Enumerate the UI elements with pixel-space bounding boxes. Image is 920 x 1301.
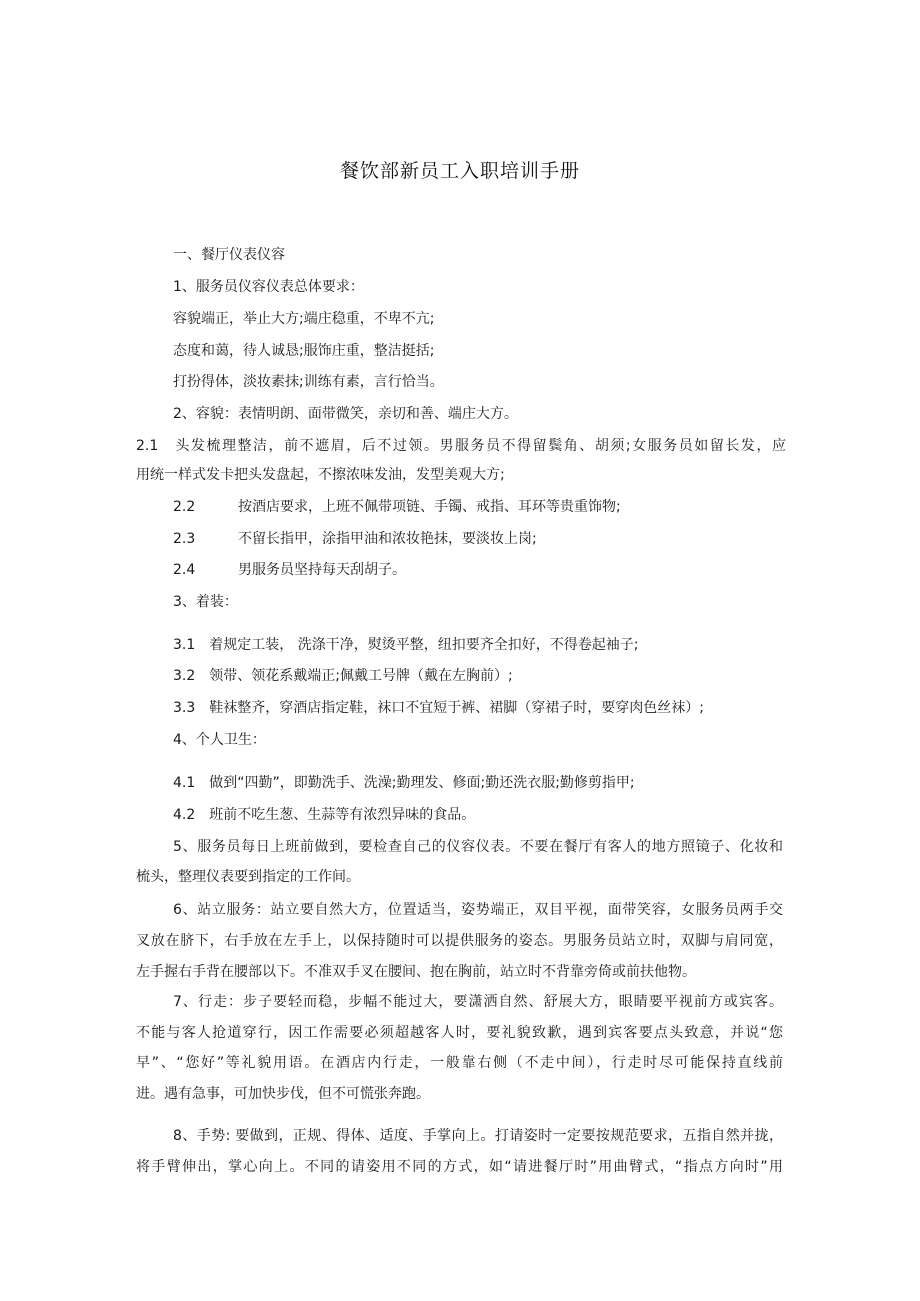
paragraph: 6、站立服务：站立要自然大方，位置适当，姿势端正，双目平视，面带笑容，女服务员两手交 (173, 902, 783, 918)
paragraph: 2.1 头发梳理整洁，前不遮眉，后不过领。男服务员不得留鬓角、胡须;女服务员如留长发，应 (136, 438, 786, 454)
paragraph: 8、手势: 要做到，正规、得体、适度、手掌向上。打请姿时一定要按规范要求，五指自然并拢， (173, 1128, 783, 1144)
list-item-number: 2.4 (173, 562, 196, 578)
paragraph: 叉放在脐下，右手放在左手上，以保持随时可以提供服务的姿态。男服务员站立时，双脚与肩同宽， (136, 933, 783, 949)
list-item-text: 不留长指甲，涂指甲油和浓妆艳抹，要淡妆上岗; (238, 531, 537, 547)
list-item-text: 男服务员坚持每天刮胡子。 (238, 562, 406, 578)
paragraph: 4.2 班前不吃生葱、生蒜等有浓烈异味的食品。 (173, 807, 476, 823)
document-title: 餐饮部新员工入职培训手册 (339, 160, 580, 182)
paragraph: 态度和蔼，待人诚恳;服饰庄重，整洁挺括; (173, 343, 435, 359)
paragraph: 将手臂伸出，掌心向上。不同的请姿用不同的方式，如“请进餐厅时”用曲臂式，“指点方向时”用 (136, 1159, 783, 1175)
list-item-number: 2.2 (173, 499, 196, 515)
paragraph: 早”、“您好”等礼貌用语。在酒店内行走，一般靠右侧（不走中间），行走时尽可能保持直线前 (136, 1055, 783, 1071)
list-item-number: 2.3 (173, 531, 196, 547)
paragraph: 3.1 着规定工装， 洗涤干净，熨烫平整，纽扣要齐全扣好，不得卷起袖子; (173, 637, 639, 653)
section-heading: 一、餐厅仪表仪容 (173, 247, 285, 263)
list-item-text: 按酒店要求，上班不佩带项链、手镯、戒指、耳环等贵重饰物; (238, 499, 621, 515)
paragraph: 3.3 鞋袜整齐，穿酒店指定鞋，袜口不宜短于裤、裙脚（穿裙子时，要穿肉色丝袜）; (173, 700, 704, 716)
paragraph: 4、个人卫生： (173, 732, 266, 748)
paragraph: 打扮得体，淡妆素抹;训练有素，言行恰当。 (173, 374, 444, 390)
paragraph: 1、服务员仪容仪表总体要求： (173, 279, 364, 295)
paragraph: 梳头，整理仪表要到指定的工作间。 (136, 869, 360, 885)
paragraph: 3、着装： (173, 594, 238, 610)
paragraph: 7、行走：步子要轻而稳，步幅不能过大，要潇洒自然、舒展大方，眼睛要平视前方或宾客。 (173, 994, 783, 1010)
paragraph: 2、容貌：表情明朗、面带微笑，亲切和善、端庄大方。 (173, 406, 518, 422)
paragraph: 4.1 做到“四勤”，即勤洗手、洗澡;勤理发、修面;勤还洗衣服;勤修剪指甲; (173, 775, 635, 791)
paragraph: 3.2 领带、领花系戴端正;佩戴工号牌（戴在左胸前）; (173, 668, 513, 684)
paragraph: 用统一样式发卡把头发盘起，不擦浓味发油，发型美观大方; (136, 467, 505, 483)
paragraph: 不能与客人抢道穿行，因工作需要必须超越客人时，要礼貌致歉，遇到宾客要点头致意，并说“您 (136, 1025, 783, 1041)
paragraph: 容貌端正，举止大方;端庄稳重，不卑不亢; (173, 311, 435, 327)
paragraph: 5、服务员每日上班前做到，要检查自己的仪容仪表。不要在餐厅有客人的地方照镜子、化妆和 (173, 839, 783, 855)
paragraph: 进。遇有急事，可加快步伐，但不可慌张奔跑。 (136, 1086, 430, 1102)
paragraph: 左手握右手背在腰部以下。不准双手叉在腰间、抱在胸前，站立时不背靠旁倚或前扶他物。 (136, 964, 696, 980)
